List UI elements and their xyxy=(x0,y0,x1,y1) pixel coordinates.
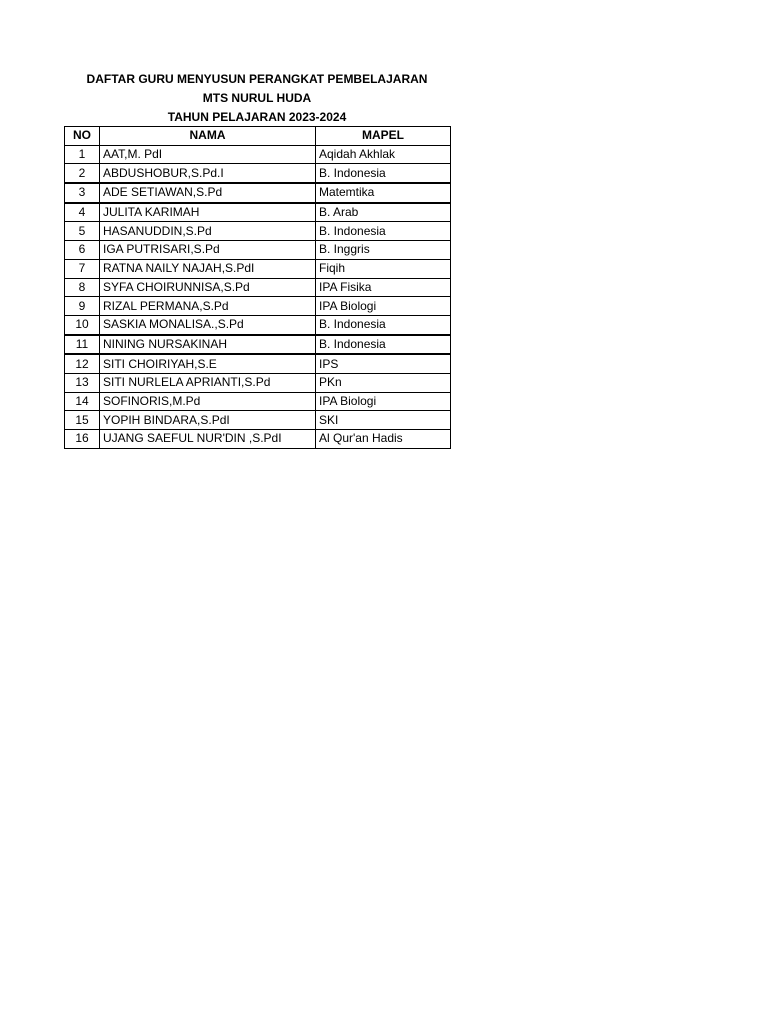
title-line-academic-year: TAHUN PELAJARAN 2023-2024 xyxy=(167,109,347,124)
subject: PKn xyxy=(316,373,451,392)
teacher-name: SOFINORIS,M.Pd xyxy=(100,392,316,411)
row-number: 3 xyxy=(65,183,100,203)
table-row xyxy=(65,411,451,430)
teacher-name: AAT,M. PdI xyxy=(100,145,316,164)
subject: B. Arab xyxy=(316,203,451,222)
teacher-name: JULITA KARIMAH xyxy=(100,203,316,222)
teacher-name: ABDUSHOBUR,S.Pd.I xyxy=(100,164,316,183)
row-number: 11 xyxy=(65,335,100,355)
teacher-name: NINING NURSAKINAH xyxy=(100,335,316,355)
subject: Al Qur'an Hadis xyxy=(316,430,451,449)
title-line-school-name: MTS NURUL HUDA xyxy=(202,90,312,105)
subject: IPA Biologi xyxy=(316,392,451,411)
table-row xyxy=(65,392,451,411)
teacher-name: RIZAL PERMANA,S.Pd xyxy=(100,297,316,316)
teacher-name: IGA PUTRISARI,S.Pd xyxy=(100,241,316,260)
subject: IPA Fisika xyxy=(316,278,451,297)
table-row xyxy=(65,222,451,241)
table-row xyxy=(65,259,451,278)
teacher-name: SYFA CHOIRUNNISA,S.Pd xyxy=(100,278,316,297)
teacher-name: SASKIA MONALISA.,S.Pd xyxy=(100,315,316,334)
column-header-mapel: MAPEL xyxy=(316,127,451,146)
table-row xyxy=(65,335,451,355)
row-number: 1 xyxy=(65,145,100,164)
subject: IPS xyxy=(316,354,451,373)
title-line-list-name: DAFTAR GURU MENYUSUN PERANGKAT PEMBELAJARAN xyxy=(86,72,428,86)
subject: B. Indonesia xyxy=(316,335,451,355)
table-row xyxy=(65,297,451,316)
subject: IPA Biologi xyxy=(316,297,451,316)
teacher-name: YOPIH BINDARA,S.PdI xyxy=(100,411,316,430)
teacher-name: SITI NURLELA APRIANTI,S.Pd xyxy=(100,373,316,392)
row-number: 13 xyxy=(65,373,100,392)
row-number: 2 xyxy=(65,164,100,183)
table-header-row xyxy=(65,127,451,146)
row-number: 14 xyxy=(65,392,100,411)
subject: Aqidah Akhlak xyxy=(316,145,451,164)
row-number: 15 xyxy=(65,411,100,430)
document-title xyxy=(64,70,450,126)
teacher-name: RATNA NAILY NAJAH,S.PdI xyxy=(100,259,316,278)
table-row xyxy=(65,145,451,164)
teacher-table xyxy=(64,126,451,449)
row-number: 6 xyxy=(65,241,100,260)
row-number: 7 xyxy=(65,259,100,278)
teacher-name: HASANUDDIN,S.Pd xyxy=(100,222,316,241)
row-number: 12 xyxy=(65,354,100,373)
subject: B. Indonesia xyxy=(316,315,451,334)
row-number: 8 xyxy=(65,278,100,297)
row-number: 9 xyxy=(65,297,100,316)
column-header-nama: NAMA xyxy=(100,127,316,146)
row-number: 4 xyxy=(65,203,100,222)
subject: Fiqih xyxy=(316,259,451,278)
table-row xyxy=(65,278,451,297)
subject: B. Inggris xyxy=(316,241,451,260)
column-header-no: NO xyxy=(65,127,100,146)
subject: B. Indonesia xyxy=(316,164,451,183)
table-row xyxy=(65,164,451,183)
table-row xyxy=(65,430,451,449)
table-row xyxy=(65,315,451,334)
row-number: 5 xyxy=(65,222,100,241)
table-body xyxy=(65,145,451,448)
table-row xyxy=(65,373,451,392)
table-row xyxy=(65,241,451,260)
table-row xyxy=(65,183,451,203)
table-row xyxy=(65,354,451,373)
subject: SKI xyxy=(316,411,451,430)
subject: B. Indonesia xyxy=(316,222,451,241)
teacher-name: ADE SETIAWAN,S.Pd xyxy=(100,183,316,203)
teacher-name: UJANG SAEFUL NUR'DIN ,S.PdI xyxy=(100,430,316,449)
table-row xyxy=(65,203,451,222)
row-number: 16 xyxy=(65,430,100,449)
teacher-name: SITI CHOIRIYAH,S.E xyxy=(100,354,316,373)
subject: Matemtika xyxy=(316,183,451,203)
row-number: 10 xyxy=(65,315,100,334)
